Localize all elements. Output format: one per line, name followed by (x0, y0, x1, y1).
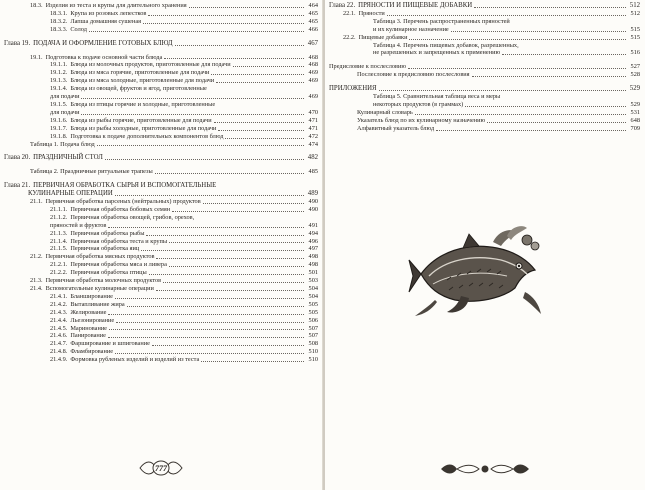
toc-entry-number: 21.1.4. (50, 237, 68, 245)
toc-leader-dots (216, 81, 304, 83)
toc-entry[interactable] (4, 301, 318, 309)
toc-leader-dots (502, 53, 626, 55)
toc-leader-dots (97, 144, 304, 146)
toc-leader-dots (108, 313, 304, 315)
toc-entry[interactable] (4, 2, 318, 10)
toc-entry-number: 19.1.3. (50, 77, 68, 85)
toc-page-number: 505 (308, 300, 318, 308)
toc-page-number: 515 (630, 25, 640, 33)
toc-leader-dots (201, 360, 304, 362)
toc-entry[interactable] (4, 125, 318, 133)
toc-entry-title: Первичная обработка парсеных (нейтральных) продуктов (45, 198, 201, 206)
folio-ornament (138, 458, 184, 478)
toc-entry-number: 21.4.8. (50, 348, 68, 356)
toc-entry-number: 21.4.1. (50, 292, 68, 300)
toc-entry-title: Изделия из теста и крупы для длительного хранения (45, 2, 187, 9)
toc-page-number: 507 (308, 332, 318, 340)
toc-leader-dots (108, 226, 304, 228)
toc-entry[interactable] (4, 332, 318, 340)
toc-page-number: 505 (308, 308, 318, 316)
toc-entry-title: Солод (70, 25, 87, 33)
toc-entry-number: 21.1.2. (50, 213, 68, 221)
toc-entry[interactable] (4, 293, 318, 301)
toc-entry-number: 21.4. (30, 285, 43, 292)
toc-page-number: 709 (630, 124, 640, 132)
toc-leader-dots (156, 289, 304, 291)
toc-entry-title: Блюда из рыбы холодные, приготовленные для подачи (70, 124, 217, 132)
decorative-ornament (437, 462, 533, 476)
toc-leader-dots (115, 297, 304, 299)
toc-entry-title: Пищевые добавки (358, 33, 408, 41)
toc-page-number: 498 (308, 253, 318, 261)
toc-entry-number: 19.1.5. (50, 100, 68, 108)
toc-entry-title: Первичная обработка молочных продуктов (45, 277, 162, 285)
toc-entry-number: Глава 21. (4, 182, 31, 190)
toc-entry[interactable] (4, 93, 318, 101)
toc-entry-number: 18.3.1. (50, 9, 68, 17)
toc-entry-title: Блюда из мяса холодные, приготовленные для подачи (70, 77, 215, 85)
toc-leader-dots (387, 14, 626, 16)
toc-leader-dots (81, 97, 304, 99)
toc-entry[interactable] (4, 222, 318, 230)
toc-entry-title: ПРИЛОЖЕНИЯ (329, 85, 377, 93)
toc-entry-title: Первичная обработка овощей, грибов, орехов, (70, 213, 195, 221)
toc-entry[interactable] (329, 42, 640, 50)
toc-page-number: 512 (629, 2, 640, 9)
toc-entry-title: Первичная обработка бобовых семян (70, 205, 171, 213)
toc-entry[interactable] (4, 348, 318, 356)
toc-entry-title: Таблица 4. Перечень пищевых добавок, разрешенных, (373, 41, 519, 49)
toc-entry[interactable] (4, 325, 318, 333)
toc-leader-dots (451, 30, 626, 32)
toc-page-number: 469 (308, 77, 318, 85)
toc-leader-dots (203, 202, 304, 204)
toc-leader-dots (115, 352, 304, 354)
toc-entry-title: Панирование (70, 332, 106, 340)
toc-entry[interactable] (4, 245, 318, 253)
toc-entry-title: Подготовка к подаче основной части блюда (45, 53, 163, 61)
toc-page-number: 464 (308, 2, 318, 9)
toc-chapter-entry[interactable] (4, 154, 318, 162)
toc-entry-title: Алфавитный указатель блюд (357, 124, 435, 132)
toc-leader-dots (148, 14, 304, 16)
toc-entry[interactable] (4, 230, 318, 238)
toc-leader-dots (214, 121, 304, 123)
toc-leader-dots (218, 129, 304, 131)
toc-entry[interactable] (329, 34, 640, 42)
toc-entry-title: Фаршированиe и шпигование (70, 340, 150, 348)
toc-page-number: 491 (308, 221, 318, 229)
toc-entry-number: 21.4.6. (50, 332, 68, 340)
toc-entry-number: 21.4.3. (50, 308, 68, 316)
toc-entry[interactable] (4, 77, 318, 85)
toc-chapter-entry[interactable] (329, 2, 640, 10)
toc-entry[interactable] (329, 109, 640, 117)
toc-entry-number: Глава 20. (4, 154, 31, 162)
toc-page-number: 472 (308, 132, 318, 140)
toc-page-number: 516 (630, 49, 640, 57)
toc-entry[interactable] (4, 285, 318, 293)
toc-entry[interactable] (4, 356, 318, 364)
toc-entry[interactable] (4, 198, 318, 206)
toc-entry[interactable] (329, 10, 640, 18)
toc-page-number: 496 (308, 237, 318, 245)
toc-page-number: 508 (308, 340, 318, 348)
toc-entry-title: Льезонирование (70, 316, 115, 324)
toc-entry-number: 21.1.3. (50, 229, 68, 237)
toc-leader-dots (116, 321, 304, 323)
toc-entry-number: 19.1.4. (50, 85, 68, 93)
toc-entry[interactable] (4, 117, 318, 125)
toc-chapter-entry[interactable] (4, 182, 318, 190)
toc-leader-dots (172, 210, 304, 212)
toc-page-number: 482 (307, 154, 318, 162)
toc-entry[interactable] (4, 261, 318, 269)
toc-entry-number: 18.3.2. (50, 17, 68, 25)
toc-leader-dots (379, 89, 626, 91)
toc-page-number: 527 (630, 63, 640, 71)
toc-entry-title: Первичная обработка рыбы (70, 229, 145, 237)
toc-page-number: 485 (308, 168, 318, 176)
toc-page-number: 471 (308, 116, 318, 124)
toc-entry-title: Фламбирование (70, 348, 114, 356)
toc-entry[interactable] (4, 238, 318, 246)
toc-entry-title: для подачи (50, 93, 80, 101)
toc-entry-number: Глава 22. (329, 2, 356, 9)
toc-page-number: 490 (308, 205, 318, 213)
toc-entry[interactable] (329, 26, 640, 34)
toc-entry-title: Крупа из розовых лепестков (70, 9, 147, 17)
toc-leader-dots (127, 305, 304, 307)
toc-leader-dots (81, 113, 304, 115)
toc-entry[interactable] (4, 54, 318, 62)
toc-entry[interactable] (4, 141, 318, 149)
toc-entry[interactable] (329, 49, 640, 57)
toc-entry[interactable] (4, 109, 318, 117)
toc-leader-dots (163, 281, 304, 283)
toc-leader-dots (156, 257, 304, 259)
toc-entry[interactable] (4, 101, 318, 109)
toc-entry-title: КУЛИНАРНЫЕ ОПЕРАЦИИ (28, 190, 113, 198)
table-of-contents-right (325, 2, 645, 133)
toc-page-number: 528 (630, 71, 640, 79)
toc-page-number: 471 (308, 124, 318, 132)
toc-entry-number: 19.1.1. (50, 61, 68, 69)
toc-entry-number: 19.1.8. (50, 132, 68, 140)
toc-entry-title: Блюда из овощей, фруктов и ягод, приготовленные (70, 85, 207, 93)
toc-entry-number: 18.3. (30, 2, 43, 9)
toc-entry-number: 21.2.2. (50, 269, 68, 277)
toc-entry[interactable] (4, 26, 318, 34)
toc-page-number: 489 (307, 190, 318, 198)
toc-entry[interactable] (329, 63, 640, 71)
toc-chapter-entry[interactable] (4, 40, 318, 48)
toc-page-number: 507 (308, 324, 318, 332)
toc-entry[interactable] (4, 269, 318, 277)
toc-page-number: 470 (308, 108, 318, 116)
fish-illustration (407, 222, 545, 318)
toc-page-number: 468 (308, 53, 318, 61)
toc-leader-dots (143, 22, 304, 24)
toc-page-number: 531 (630, 108, 640, 116)
toc-entry[interactable] (4, 206, 318, 214)
toc-entry-title: Вспомогательные кулинарные операции (45, 285, 154, 292)
toc-page-number: 510 (308, 356, 318, 364)
toc-entry-title: для подачи (50, 108, 80, 116)
toc-leader-dots (211, 73, 304, 75)
toc-leader-dots (169, 241, 304, 243)
toc-entry[interactable] (329, 71, 640, 79)
toc-entry-number: Глава 19. (4, 39, 31, 47)
toc-entry-title: ПЕРВИЧНАЯ ОБРАБОТКА СЫРЬЯ И ВСПОМОГАТЕЛЬНЫЕ (33, 182, 217, 190)
toc-page-number: 497 (308, 245, 318, 253)
toc-entry-title: Первичная обработка мяса и ливера (70, 261, 167, 269)
toc-entry[interactable] (4, 277, 318, 285)
toc-page-number: 501 (308, 269, 318, 277)
toc-entry-title: Таблица 1. Подача блюд (30, 140, 95, 148)
toc-leader-dots (109, 328, 304, 330)
toc-leader-dots (108, 336, 304, 338)
toc-leader-dots (152, 344, 304, 346)
toc-leader-dots (164, 57, 304, 59)
toc-entry-title: Пряности (358, 9, 385, 17)
toc-entry-title: Блюда из молочных продуктов, приготовленные для подачи (70, 61, 231, 69)
toc-entry-title: Формовка рубленых изделий и изделий из теста (70, 356, 200, 364)
toc-entry[interactable] (4, 10, 318, 18)
toc-leader-dots (141, 249, 304, 251)
toc-entry-number: 21.4.5. (50, 324, 68, 332)
toc-page-number: 648 (630, 116, 640, 124)
toc-entry[interactable] (4, 69, 318, 77)
toc-entry-title: Маринование (70, 324, 107, 332)
toc-entry-title: Таблица 3. Перечень распространенных пряностей (373, 17, 510, 25)
toc-leader-dots (409, 38, 626, 40)
toc-chapter-entry[interactable] (329, 85, 640, 93)
toc-page-number: 490 (308, 198, 318, 206)
toc-leader-dots (233, 65, 304, 67)
toc-entry-title: Блюда из рыбы горячие, приготовленные для подачи (70, 116, 212, 124)
toc-entry[interactable] (4, 133, 318, 141)
toc-entry-number: 21.4.9. (50, 356, 68, 364)
toc-entry-number: 21.1. (30, 198, 43, 206)
toc-page-number: 469 (308, 93, 318, 101)
toc-chapter-entry[interactable] (4, 190, 318, 198)
toc-entry-number: 21.3. (30, 277, 43, 285)
toc-page-number: 529 (629, 85, 640, 93)
toc-entry[interactable] (4, 340, 318, 348)
toc-entry-number: 19.1.7. (50, 124, 68, 132)
toc-leader-dots (169, 265, 304, 267)
toc-page-number: 469 (308, 69, 318, 77)
toc-entry-number: 22.2. (343, 33, 356, 41)
toc-page-number: 468 (308, 61, 318, 69)
toc-entry-title: Послесловие к предисловию послесловия (357, 71, 470, 79)
toc-entry-title: и их кулинарное назначение (373, 25, 449, 33)
toc-page-number: 506 (308, 316, 318, 324)
toc-page-number: 512 (630, 9, 640, 17)
toc-page-number: 498 (308, 261, 318, 269)
toc-entry[interactable] (4, 18, 318, 26)
toc-page-number: 465 (308, 17, 318, 25)
toc-page-number: 494 (308, 229, 318, 237)
toc-entry-title: Желирование (70, 308, 107, 316)
toc-entry[interactable] (329, 101, 640, 109)
toc-entry-number: 21.4.2. (50, 300, 68, 308)
toc-page-number: 474 (308, 140, 318, 148)
toc-entry-title: Кулинарный словарь (357, 108, 413, 116)
toc-entry-title: Таблица 5. Сравнительная таблица веса и меры (373, 93, 501, 101)
toc-entry-number: 21.2.1. (50, 261, 68, 269)
toc-entry[interactable] (4, 85, 318, 93)
toc-entry[interactable] (329, 93, 640, 101)
toc-entry-number: 19.1.2. (50, 69, 68, 77)
toc-page-number: 529 (630, 100, 640, 108)
toc-entry-title: Первичная обработка яиц (70, 245, 140, 253)
toc-entry[interactable] (329, 117, 640, 125)
toc-entry-title: Блюда из птицы горячие и холодные, приготовленные (70, 100, 216, 108)
toc-entry-number: 21.1.1. (50, 205, 68, 213)
table-of-contents-left (0, 2, 323, 364)
toc-entry[interactable] (4, 61, 318, 69)
toc-entry-title: Первичная обработка теста и крупы (70, 237, 168, 245)
toc-leader-dots (175, 44, 304, 46)
toc-entry-title: ПОДАЧА И ОФОРМЛЕНИЕ ГОТОВЫХ БЛЮД (33, 39, 173, 47)
toc-entry-number: 19.1. (30, 53, 43, 61)
toc-page-number: 465 (308, 9, 318, 17)
toc-entry[interactable] (4, 168, 318, 176)
toc-entry[interactable] (4, 253, 318, 261)
toc-leader-dots (115, 194, 304, 196)
toc-leader-dots (408, 67, 626, 69)
toc-page-number: 504 (308, 292, 318, 300)
toc-leader-dots (474, 6, 626, 8)
toc-entry-title: Вытапливание жира (70, 300, 125, 308)
toc-entry-title: Первичная обработка птицы (70, 269, 147, 277)
toc-entry-number: 18.3.3. (50, 25, 68, 33)
toc-entry[interactable] (4, 214, 318, 222)
toc-entry-title: некоторых продуктов (в граммах) (373, 100, 464, 108)
toc-entry-number: 22.1. (343, 9, 356, 17)
toc-leader-dots (436, 129, 626, 131)
toc-entry-title: Предисловие к послесловию (329, 63, 407, 71)
toc-page-number: 503 (308, 277, 318, 285)
toc-entry-title: ПРАЗДНИЧНЫЙ СТОЛ (33, 154, 103, 162)
toc-entry-title: Подготовка к подаче дополнительных компонентов блюд (70, 132, 224, 140)
toc-entry-number: 21.2. (30, 253, 43, 261)
toc-leader-dots (155, 172, 304, 174)
toc-leader-dots (105, 158, 304, 160)
toc-entry-number: 21.4.7. (50, 340, 68, 348)
toc-entry-title: Блюда из мяса горячие, приготовленные для подачи (70, 69, 210, 77)
toc-leader-dots (487, 121, 626, 123)
toc-leader-dots (465, 105, 626, 107)
toc-leader-dots (149, 273, 304, 275)
toc-page-number: 515 (630, 33, 640, 41)
toc-entry-title: не разрешенных и запрещенных к применению (373, 49, 501, 57)
toc-entry[interactable] (4, 317, 318, 325)
page-number: 777 (155, 464, 167, 473)
toc-page-number: 510 (308, 348, 318, 356)
toc-page-number: 467 (307, 39, 318, 47)
toc-entry-title: пряностей и фруктов (50, 221, 107, 229)
toc-page-number: 504 (308, 285, 318, 292)
toc-entry[interactable] (4, 309, 318, 317)
toc-entry-title: Бланширование (70, 292, 113, 300)
toc-leader-dots (225, 137, 304, 139)
toc-leader-dots (189, 6, 304, 8)
toc-entry-title: Лапша домашняя сушеная (70, 17, 142, 25)
toc-leader-dots (415, 113, 626, 115)
toc-entry-number: 21.4.4. (50, 316, 68, 324)
toc-leader-dots (89, 30, 304, 32)
toc-entry[interactable] (329, 18, 640, 26)
toc-leader-dots (146, 234, 304, 236)
toc-leader-dots (472, 75, 626, 77)
right-page (325, 0, 645, 490)
toc-page-number: 466 (308, 25, 318, 33)
toc-entry-title: Таблица 2. Праздничные ритуальные трапезы (30, 168, 153, 176)
toc-entry-number: 19.1.6. (50, 116, 68, 124)
toc-entry-title: Указатель блюд по их кулинарному назначению (357, 116, 486, 124)
toc-entry[interactable] (329, 125, 640, 133)
toc-entry-title: ПРЯНОСТИ И ПИЩЕВЫЕ ДОБАВКИ (358, 2, 473, 9)
toc-entry-number: 21.1.5. (50, 245, 68, 253)
toc-entry-title: Первичная обработка мясных продуктов (45, 253, 155, 261)
